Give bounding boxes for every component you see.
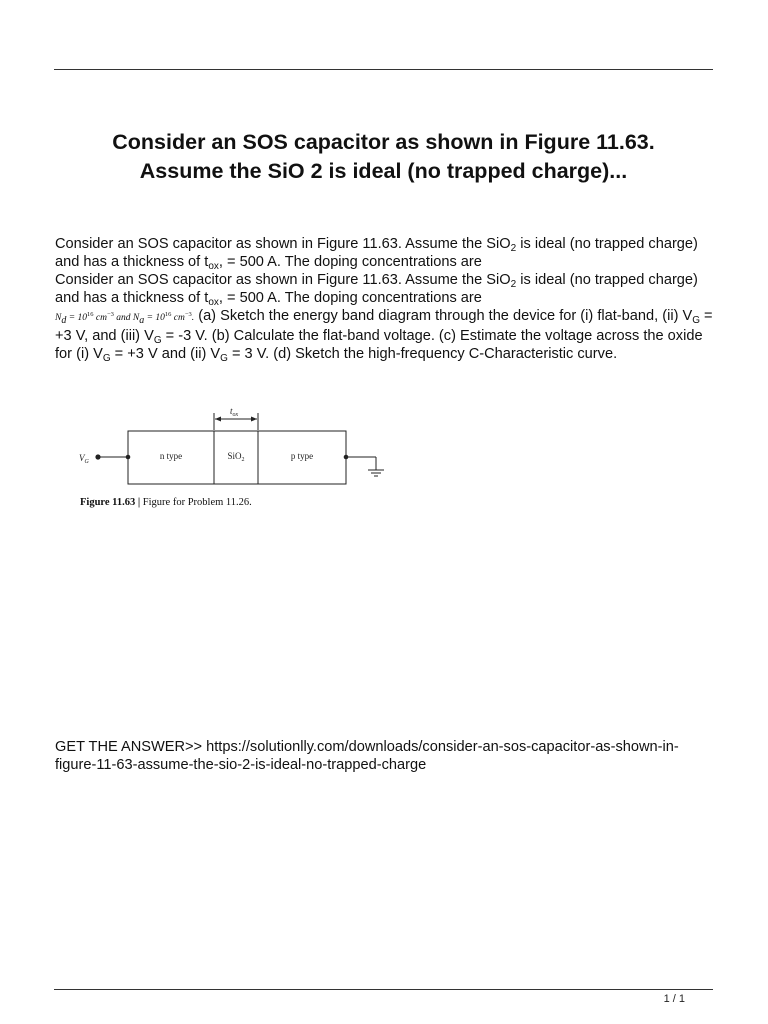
n-contact-dot <box>126 455 131 460</box>
bottom-divider <box>54 989 713 990</box>
doping-formula: $N_d = 10^{16}$ $cm^{-3}$ and $N_a = 10^{16}$ $cm^{-3}$. <box>55 311 195 326</box>
answer-link-text[interactable]: GET THE ANSWER>> https://solutionlly.com/downloads/consider-an-sos-capacitor-as-shown-in-figure-11-63-assume-the-sio-2-is-ideal-no-trapped-charge <box>55 739 679 773</box>
tox-arrow-left <box>215 417 221 422</box>
tox-arrow-right <box>251 417 257 422</box>
title-line-2: Assume the SiO 2 is ideal (no trapped charge)... <box>139 159 628 183</box>
top-divider <box>54 69 713 70</box>
problem-body <box>55 235 715 363</box>
paragraph-1: Consider an SOS capacitor as shown in Figure 11.63. Assume the SiO$_2$ is ideal (no trapped charge) and has a thickness of $t_{ox}$, = 500 A. The doping concentrations are <box>55 236 698 272</box>
page-indicator: 1 / 1 <box>663 993 685 1005</box>
vg-label: $V_G$ <box>79 453 89 465</box>
gate-terminal <box>95 454 100 459</box>
p-contact-dot <box>344 455 349 460</box>
paragraph-2: Consider an SOS capacitor as shown in Figure 11.63. Assume the SiO$_2$ is ideal (no trapped charge) and has a thickness of $t_{ox}$, = 500 A. The doping concentrations are $N_d = 10^{16}$ $cm^{-3}$ and $N_a = 10^{16}$ $cm^{-3}$. (a) Sketch the energy band diagram through the device for (i) flat-band, (ii) $V_G = +3$ V, and (iii) $V_G = -3$ V. (b) Calculate the flat-band voltage. (c) Estimate the voltage across the oxide for (i) $V_G = +3$ V and (ii) $V_G = 3$ V. (d) Sketch the high-frequency C-Characteristic curve. <box>55 272 713 364</box>
oxide-label: SiO$_2$ <box>227 451 245 463</box>
n-type-label: n type <box>159 451 183 461</box>
p-type-label: p type <box>290 451 314 461</box>
tox-label: $t_{ox}$ <box>230 406 239 418</box>
page-title <box>54 128 713 186</box>
figure-caption: Figure 11.63 | Figure for Problem 11.26. <box>80 497 252 508</box>
title-line-1: Consider an SOS capacitor as shown in Figure 11.63. <box>112 130 655 154</box>
